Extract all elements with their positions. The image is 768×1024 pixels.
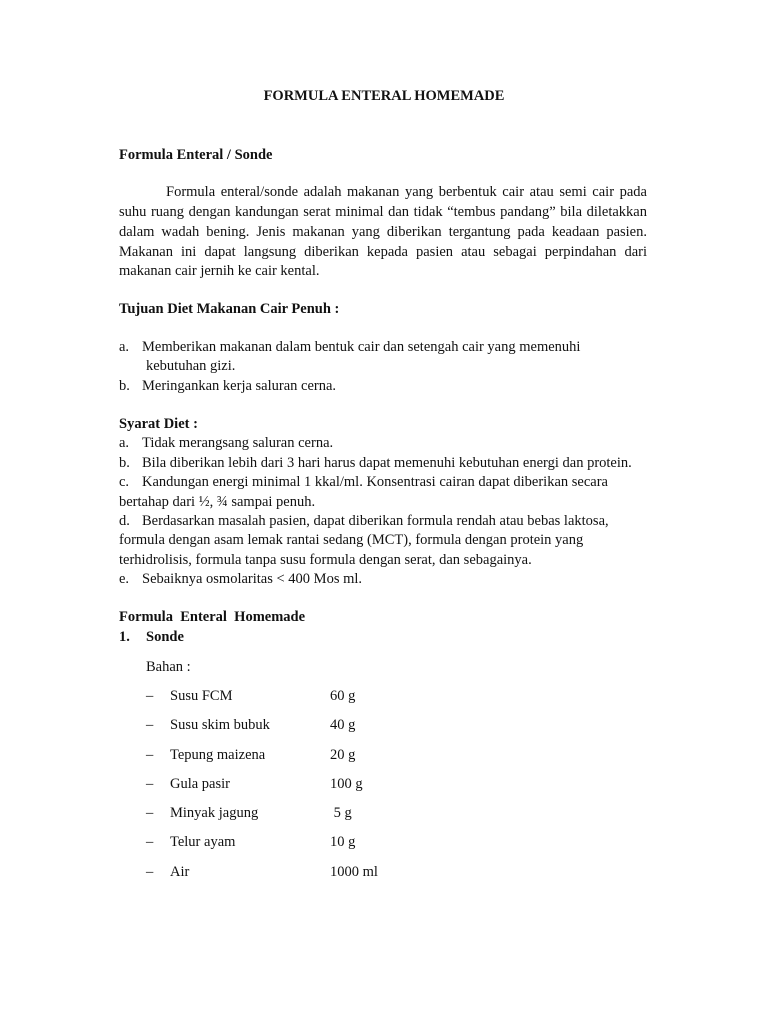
dash-bullet: – bbox=[146, 864, 154, 880]
list-item-text: kebutuhan gizi. bbox=[146, 358, 236, 374]
document-title: FORMULA ENTERAL HOMEMADE bbox=[263, 88, 505, 104]
list-item-text: formula dengan asam lemak rantai sedang (MCT), formula dengan protein yang bbox=[119, 532, 584, 548]
list-marker: a. bbox=[119, 339, 130, 355]
ingredient-name: Susu skim bubuk bbox=[170, 717, 270, 733]
ingredient-name: Telur ayam bbox=[170, 834, 236, 850]
ingredient-name: Susu FCM bbox=[170, 688, 233, 704]
ingredient-qty: 100 g bbox=[330, 776, 363, 792]
list-marker: e. bbox=[119, 571, 130, 587]
list-marker: b. bbox=[119, 455, 130, 471]
ingredient-name: Gula pasir bbox=[170, 776, 230, 792]
list-item-text: Berdasarkan masalah pasien, dapat diberikan formula rendah atau bebas laktosa, bbox=[142, 513, 609, 529]
dash-bullet: – bbox=[146, 805, 154, 821]
section-heading-formula-homemade: Formula Enteral Homemade bbox=[119, 609, 306, 625]
list-marker: c. bbox=[119, 474, 130, 490]
dash-bullet: – bbox=[146, 834, 154, 850]
list-marker: a. bbox=[119, 435, 130, 451]
list-item-text: Bila diberikan lebih dari 3 hari harus dapat memenuhi kebutuhan energi dan protein. bbox=[142, 455, 632, 471]
sub-heading-sonde: Sonde bbox=[146, 629, 184, 645]
list-marker: d. bbox=[119, 513, 130, 529]
list-item-text: Kandungan energi minimal 1 kkal/ml. Konsentrasi cairan dapat diberikan secara bbox=[142, 474, 608, 490]
list-item-text: bertahap dari ½, ¾ sampai penuh. bbox=[119, 494, 316, 510]
ingredient-qty: 20 g bbox=[330, 747, 356, 763]
list-item-text: Sebaiknya osmolaritas < 400 Mos ml. bbox=[142, 571, 363, 587]
paragraph-line: Makanan ini dapat langsung diberikan kepada pasien atau sebagai perpindahan dari bbox=[119, 244, 647, 260]
bahan-label: Bahan : bbox=[146, 659, 191, 675]
dash-bullet: – bbox=[146, 717, 154, 733]
paragraph-line: dalam wadah bening. Jenis makanan yang diberikan tergantung pada keadaan pasien. bbox=[119, 224, 647, 240]
dash-bullet: – bbox=[146, 747, 154, 763]
section-heading-syarat-diet: Syarat Diet : bbox=[119, 416, 198, 432]
list-item-text: Tidak merangsang saluran cerna. bbox=[142, 435, 334, 451]
section-heading-tujuan-diet: Tujuan Diet Makanan Cair Penuh : bbox=[119, 301, 340, 317]
section-heading-formula-enteral: Formula Enteral / Sonde bbox=[119, 147, 273, 163]
dash-bullet: – bbox=[146, 776, 154, 792]
list-item-text: Memberikan makanan dalam bentuk cair dan setengah cair yang memenuhi bbox=[142, 339, 581, 355]
ingredient-qty: 1000 ml bbox=[330, 864, 378, 880]
list-marker: b. bbox=[119, 378, 130, 394]
ingredient-name: Air bbox=[170, 864, 190, 880]
ingredient-name: Tepung maizena bbox=[170, 747, 266, 763]
paragraph-line: Formula enteral/sonde adalah makanan yang berbentuk cair atau semi cair pada bbox=[166, 184, 647, 200]
ingredient-qty: 60 g bbox=[330, 688, 356, 704]
ingredient-qty: 40 g bbox=[330, 717, 356, 733]
ingredient-qty: 5 g bbox=[330, 805, 352, 821]
paragraph-line: makanan cair jernih ke cair kental. bbox=[119, 263, 320, 279]
sub-number: 1. bbox=[119, 629, 130, 645]
list-item-text: Meringankan kerja saluran cerna. bbox=[142, 378, 337, 394]
paragraph-line: suhu ruang dengan kandungan serat minimal dan tidak “tembus pandang” bila diletakkan bbox=[119, 204, 647, 220]
dash-bullet: – bbox=[146, 688, 154, 704]
ingredient-name: Minyak jagung bbox=[170, 805, 259, 821]
ingredient-qty: 10 g bbox=[330, 834, 356, 850]
list-item-text: terhidrolisis, formula tanpa susu formula dengan serat, dan sebagainya. bbox=[119, 552, 532, 568]
